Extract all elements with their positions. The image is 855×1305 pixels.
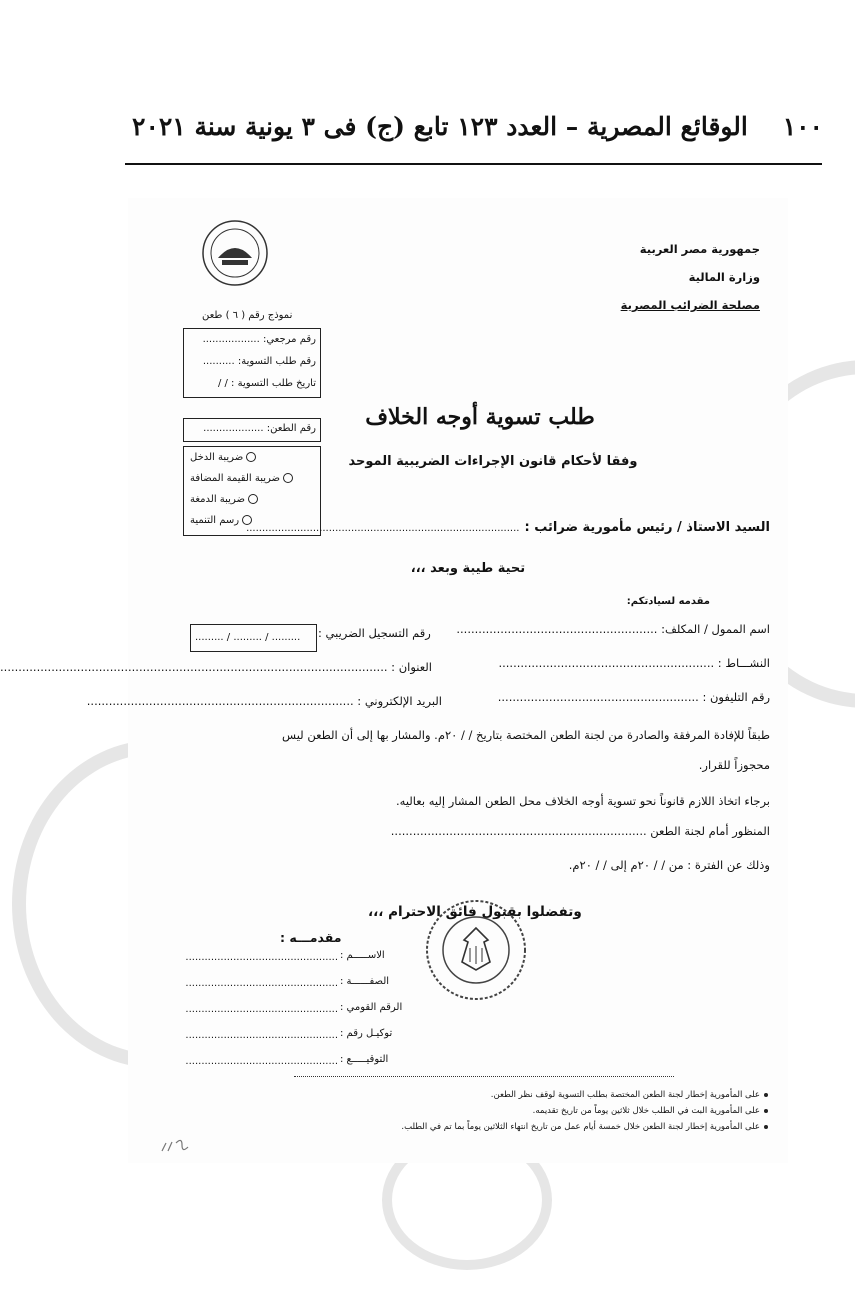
note-item: على المأمورية إخطار لجنة الطعن المختصة بطلب التسوية لوقف نظر الطعن. [491,1090,768,1100]
body-paragraph-4: وذلك عن الفترة : من / / ٢٠م إلى / / ٢٠م. [568,858,770,872]
addressee-field[interactable]: ...................................................................................... [246,523,520,534]
body-paragraph-3: المنظور أمام لجنة الطعن ...................................................................... [390,824,770,838]
org-line-1: جمهورية مصر العربية [639,242,760,256]
proxy-field[interactable]: ................................................ [185,1030,338,1041]
reference-box [183,328,321,398]
capacity-label: الصفــــــة : [340,976,390,987]
option-stamp-tax[interactable]: ضريبة الدمغة [190,494,258,505]
ref-number-field[interactable]: رقم مرجعي: .................. [202,334,316,345]
note-item: على المأمورية البت في الطلب خلال ثلاثين يوماً من تاريخ تقديمه. [533,1106,768,1116]
capacity-field[interactable]: ................................................ [185,978,338,989]
body-paragraph-1b: محجوزاً للقرار. [698,758,770,772]
taxpayer-name-field[interactable]: اسم الممول / المكلف: ....................................................... [456,622,770,636]
activity-field[interactable]: النشـــاط : ........................................................... [498,656,770,670]
ministry-logo [200,218,270,288]
note-item: على المأمورية إخطار لجنة الطعن خلال خمسة أيام عمل من تاريخ انتهاء الثلاثين يوماً بما تم في الطلب. [401,1122,768,1132]
header-divider [125,163,822,165]
option-vat[interactable]: ضريبة القيمة المضافة [190,473,293,484]
gazette-title: الوقائع المصرية – العدد ١٢٣ تابع (ج) فى ٣ يونية سنة ٢٠٢١ [132,112,748,141]
bullet-icon [764,1125,768,1129]
bullet-icon [764,1093,768,1097]
national-id-label: الرقم القومي : [340,1002,403,1013]
addressee-label: السيد الاستاذ / رئيس مأمورية ضرائب : [524,520,770,535]
addressee-line [246,516,770,535]
name-field[interactable]: ................................................ [185,952,338,963]
body-paragraph-1: طبقاً للإفادة المرفقة والصادرة من لجنة الطعن المختصة بتاريخ / / ٢٠م. والمشار بها إلى أن الطعن ليس [282,728,770,742]
form-title: طلب تسوية أوجه الخلاف [365,404,595,430]
org-line-3: مصلحة الضرائب المصرية [620,298,760,312]
option-development-fee[interactable]: رسم التنمية [190,515,252,526]
appeal-number-field[interactable]: رقم الطعن: ................... [203,423,316,434]
notes-divider [294,1076,674,1077]
presented-to: مقدمه لسيادتكم: [626,596,710,607]
tax-registration-label: رقم التسجيل الضريبي : [318,626,431,640]
official-stamp [424,898,528,1002]
radio-icon[interactable] [246,452,256,462]
greeting: تحية طيبة وبعد ،،، [410,561,526,576]
radio-icon[interactable] [248,494,258,504]
page-header [92,112,855,152]
signature-field[interactable]: ................................................ [185,1056,338,1067]
national-id-field[interactable]: ................................................ [185,1004,338,1015]
signature-label: التوقيـــــع : [340,1054,389,1065]
form-subtitle: وفقا لأحكام قانون الإجراءات الضريبية الموحد [348,454,638,469]
org-line-2: وزارة المالية [688,270,760,284]
appeal-number-box [183,418,321,442]
tax-registration-value: ......... / ......... / ......... [195,632,301,643]
form-model-number: نموذج رقم ( ٦ ) طعن [202,310,293,321]
page-number: ١٠٠ [782,112,823,141]
proxy-label: توكيـل رقم : [340,1028,393,1039]
page-header-title [132,112,823,141]
name-label: الاســـــم : [340,950,385,961]
handwritten-mark [158,1133,198,1157]
address-field[interactable]: العنوان : .......................................................................................................... [0,660,432,674]
radio-icon[interactable] [283,473,293,483]
tax-registration-box[interactable] [190,624,317,652]
settlement-date-field[interactable]: تاريخ طلب التسوية : / / [217,378,316,389]
form-document [0,198,788,1163]
bullet-icon [764,1109,768,1113]
body-paragraph-2: برجاء اتخاذ اللازم قانوناً نحو تسوية أوجه الخلاف محل الطعن المشار إليه بعاليه. [396,794,770,808]
submitter-heading: مقدمـــه : [280,930,342,945]
option-income-tax[interactable]: ضريبة الدخل [190,452,256,463]
settlement-number-field[interactable]: رقم طلب التسوية: .......... [202,356,316,367]
email-field[interactable]: البريد الإلكتروني : ......................................................................... [86,694,442,708]
phone-field[interactable]: رقم التليفون : ....................................................... [497,690,770,704]
closing-line: وتفضلوا بقبول فائق الاحترام ،،، [368,904,582,920]
